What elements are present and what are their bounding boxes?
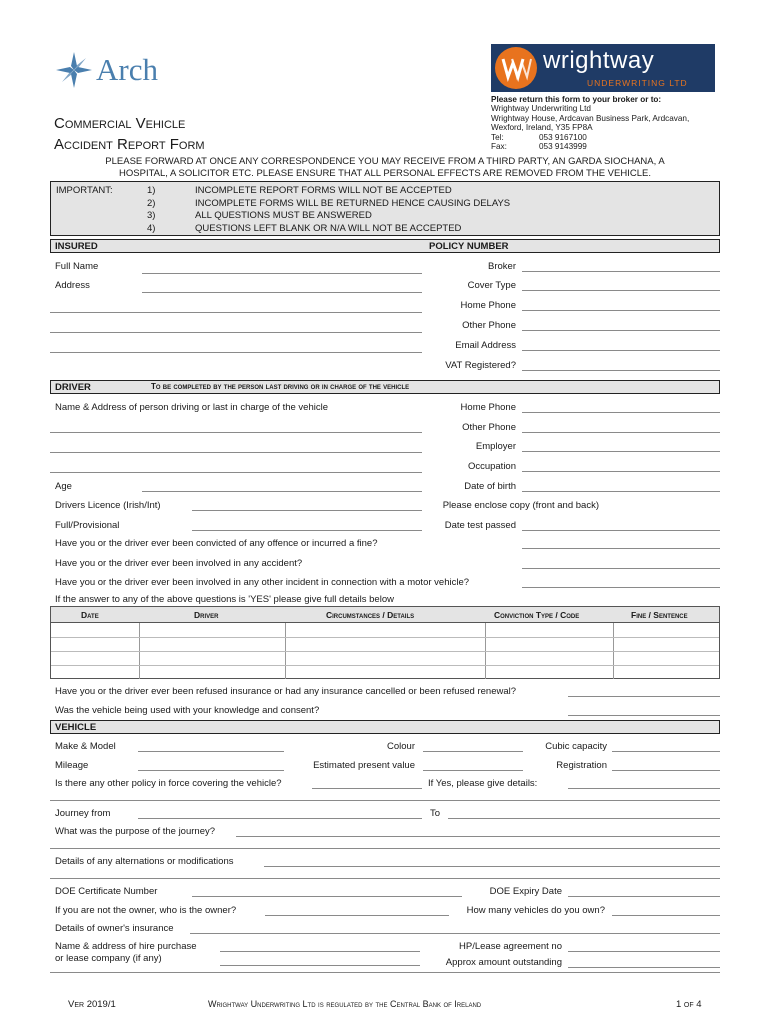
hire-field-2[interactable] bbox=[220, 965, 420, 966]
make-model-field[interactable] bbox=[138, 751, 284, 752]
email-field[interactable] bbox=[522, 350, 720, 351]
licence-field[interactable] bbox=[192, 510, 422, 511]
approx-field[interactable] bbox=[568, 967, 720, 968]
mileage-field[interactable] bbox=[138, 770, 284, 771]
important-num-4: 4) bbox=[147, 222, 156, 234]
footer-regulated: Wrightway Underwriting Ltd is regulated by the Central Bank of Ireland bbox=[208, 999, 482, 1009]
address-field-2[interactable] bbox=[50, 312, 422, 313]
driver-heading: DRIVER bbox=[55, 382, 91, 393]
to-field[interactable] bbox=[448, 818, 720, 819]
employer-label: Employer bbox=[475, 441, 516, 452]
vehicle-header bbox=[50, 720, 720, 734]
how-many-field[interactable] bbox=[612, 915, 720, 916]
wrightway-logo-text: wrightway bbox=[543, 47, 655, 74]
doe-cert-label: DOE Certificate Number bbox=[55, 886, 158, 897]
conviction-table bbox=[50, 606, 720, 679]
policy-number-heading: POLICY NUMBER bbox=[429, 241, 509, 252]
age-field[interactable] bbox=[142, 491, 422, 492]
alterations-label: Details of any alternations or modifications bbox=[55, 856, 234, 867]
col-date: Date bbox=[81, 610, 99, 620]
purpose-label: What was the purpose of the journey? bbox=[55, 826, 216, 837]
dob-field[interactable] bbox=[522, 491, 720, 492]
important-item-2: INCOMPLETE FORMS WILL BE RETURNED HENCE CAUSING DELAYS bbox=[195, 197, 511, 209]
enclose-label: Please enclose copy (front and back) bbox=[442, 500, 599, 511]
title-line-1: Commercial Vehicle bbox=[54, 115, 186, 132]
driver-subheading: To be completed by the person last driving or in charge of the vehicle bbox=[151, 382, 410, 391]
q-consent-field[interactable] bbox=[568, 715, 720, 716]
important-item-1: INCOMPLETE REPORT FORMS WILL NOT BE ACCEPTED bbox=[195, 185, 452, 196]
footer-page: 1 of 4 bbox=[676, 999, 702, 1010]
other-policy-field[interactable] bbox=[312, 788, 422, 789]
full-name-label: Full Name bbox=[55, 261, 99, 272]
approx-label: Approx amount outstanding bbox=[445, 957, 562, 968]
driver-address-field-1[interactable] bbox=[50, 432, 422, 433]
driver-home-phone-label: Home Phone bbox=[460, 402, 516, 413]
form-title bbox=[54, 113, 205, 155]
driver-other-phone-label: Other Phone bbox=[462, 422, 516, 433]
important-num-2: 2) bbox=[147, 197, 156, 209]
age-label: Age bbox=[55, 481, 72, 492]
purpose-field-2[interactable] bbox=[50, 848, 720, 849]
vehicle-heading: VEHICLE bbox=[55, 722, 97, 733]
journey-from-field[interactable] bbox=[138, 818, 422, 819]
occupation-field[interactable] bbox=[522, 471, 720, 472]
registration-field[interactable] bbox=[612, 770, 720, 771]
insured-heading: INSURED bbox=[55, 241, 98, 252]
owner-insurance-field[interactable] bbox=[190, 933, 720, 934]
q-convicted-label: Have you or the driver ever been convicted of any offence or incurred a fine? bbox=[55, 538, 378, 549]
dob-label: Date of birth bbox=[464, 481, 516, 492]
doe-cert-field[interactable] bbox=[192, 896, 462, 897]
q-refused-label: Have you or the driver ever been refused insurance or had any insurance cancelled or been refused renewal? bbox=[55, 686, 517, 697]
vat-label: VAT Registered? bbox=[445, 360, 516, 371]
alterations-field-2[interactable] bbox=[50, 878, 720, 879]
return-address-2: Wexford, Ireland, Y35 FP8A bbox=[491, 123, 593, 133]
arch-star-icon bbox=[54, 50, 94, 90]
wrightway-logo bbox=[491, 44, 715, 92]
driver-other-phone-field[interactable] bbox=[522, 432, 720, 433]
important-num-1: 1) bbox=[147, 185, 156, 196]
col-conviction: Conviction Type / Code bbox=[494, 610, 580, 620]
wrightway-ww-icon bbox=[495, 47, 537, 89]
value-field[interactable] bbox=[423, 770, 523, 771]
q-yes-label: If the answer to any of the above questions is 'YES' please give full details below bbox=[55, 594, 394, 605]
full-prov-label: Full/Provisional bbox=[55, 520, 120, 531]
email-label: Email Address bbox=[455, 340, 516, 351]
important-box bbox=[50, 181, 720, 236]
arch-logo bbox=[54, 50, 184, 92]
important-label: IMPORTANT: bbox=[56, 185, 113, 196]
notice-text bbox=[50, 156, 720, 179]
address-field-1[interactable] bbox=[142, 292, 422, 293]
owner-label: If you are not the owner, who is the owner? bbox=[55, 905, 237, 916]
conviction-table-header bbox=[51, 607, 719, 623]
licence-label: Drivers Licence (Irish/Int) bbox=[55, 500, 161, 511]
important-num-3: 3) bbox=[147, 210, 156, 221]
q-consent-label: Was the vehicle being used with your knowledge and consent? bbox=[55, 705, 320, 716]
broker-label: Broker bbox=[488, 261, 516, 272]
cover-type-label: Cover Type bbox=[467, 280, 516, 291]
footer-version: Ver 2019/1 bbox=[68, 999, 116, 1010]
col-circumstances: Circumstances / Details bbox=[326, 610, 415, 620]
alterations-field[interactable] bbox=[264, 866, 720, 867]
q-incident-field[interactable] bbox=[522, 587, 720, 588]
value-label: Estimated present value bbox=[313, 760, 415, 771]
if-yes-label: If Yes, please give details: bbox=[428, 778, 538, 789]
return-company: Wrightway Underwriting Ltd bbox=[491, 104, 591, 114]
return-title: Please return this form to your broker or to: bbox=[491, 95, 662, 104]
full-prov-field[interactable] bbox=[192, 530, 422, 531]
tel-label: Tel: bbox=[491, 132, 504, 142]
table-row[interactable] bbox=[51, 665, 719, 666]
section-end-line bbox=[50, 972, 720, 973]
employer-field[interactable] bbox=[522, 451, 720, 452]
vat-field[interactable] bbox=[522, 370, 720, 371]
important-item-3: ALL QUESTIONS MUST BE ANSWERED bbox=[195, 210, 372, 221]
table-row[interactable] bbox=[51, 651, 719, 652]
mileage-label: Mileage bbox=[55, 760, 89, 771]
colour-field[interactable] bbox=[423, 751, 523, 752]
cubic-label: Cubic capacity bbox=[545, 741, 607, 752]
if-yes-field-2[interactable] bbox=[50, 800, 720, 801]
if-yes-field[interactable] bbox=[568, 788, 720, 789]
purpose-field[interactable] bbox=[236, 836, 720, 837]
doe-expiry-field[interactable] bbox=[568, 896, 720, 897]
home-phone-field[interactable] bbox=[522, 310, 720, 311]
q-accident-field[interactable] bbox=[522, 568, 720, 569]
hire-label-1: Name & address of hire purchase bbox=[55, 941, 197, 952]
doe-expiry-label: DOE Expiry Date bbox=[489, 886, 562, 897]
title-line-2: Accident Report Form bbox=[54, 136, 205, 153]
return-address bbox=[491, 95, 689, 151]
q-incident-label: Have you or the driver ever been involved in any other incident in connection with a motor vehicle? bbox=[55, 577, 470, 588]
arch-logo-text: Arch bbox=[96, 52, 158, 87]
q-convicted-field[interactable] bbox=[522, 548, 720, 549]
test-passed-field[interactable] bbox=[522, 530, 720, 531]
important-item-4: QUESTIONS LEFT BLANK OR N/A WILL NOT BE ACCEPTED bbox=[195, 222, 462, 234]
driver-header bbox=[50, 380, 720, 394]
name-address-label: Name & Address of person driving or last in charge of the vehicle bbox=[55, 402, 329, 413]
other-phone-label: Other Phone bbox=[462, 320, 516, 331]
broker-field[interactable] bbox=[522, 271, 720, 272]
owner-insurance-label: Details of owner's insurance bbox=[55, 923, 174, 934]
fax-label: Fax: bbox=[491, 142, 507, 152]
cover-type-field[interactable] bbox=[522, 290, 720, 291]
driver-address-field-2[interactable] bbox=[50, 452, 422, 453]
cubic-field[interactable] bbox=[612, 751, 720, 752]
registration-label: Registration bbox=[556, 760, 607, 771]
q-accident-label: Have you or the driver ever been involved in any accident? bbox=[55, 558, 303, 569]
how-many-label: How many vehicles do you own? bbox=[466, 905, 605, 916]
hire-field-1[interactable] bbox=[220, 951, 420, 952]
insured-header bbox=[50, 239, 720, 253]
colour-label: Colour bbox=[387, 741, 415, 752]
hp-lease-field[interactable] bbox=[568, 951, 720, 952]
notice-line-2: HOSPITAL, A SOLICITOR ETC. PLEASE ENSURE THAT ALL PERSONAL EFFECTS ARE REMOVED FROM THE VEHICLE. bbox=[119, 167, 651, 179]
occupation-label: Occupation bbox=[467, 461, 516, 472]
journey-from-label: Journey from bbox=[55, 808, 111, 819]
address-field-4[interactable] bbox=[50, 352, 422, 353]
owner-field[interactable] bbox=[265, 915, 449, 916]
hp-lease-label: HP/Lease agreement no bbox=[459, 941, 562, 952]
test-passed-label: Date test passed bbox=[444, 520, 516, 531]
fax-value: 053 9143999 bbox=[539, 142, 587, 152]
home-phone-label: Home Phone bbox=[460, 300, 516, 311]
other-policy-label: Is there any other policy in force covering the vehicle? bbox=[55, 778, 282, 789]
driver-address-field-3[interactable] bbox=[50, 472, 422, 473]
col-fine: Fine / Sentence bbox=[631, 610, 688, 620]
col-driver: Driver bbox=[194, 610, 219, 620]
address-label: Address bbox=[55, 280, 90, 291]
table-row[interactable] bbox=[51, 637, 719, 638]
make-model-label: Make & Model bbox=[55, 741, 116, 752]
q-refused-field[interactable] bbox=[568, 696, 720, 697]
return-address-1: Wrightway House, Ardcavan Business Park, Ardcavan, bbox=[491, 113, 690, 123]
tel-value: 053 9167100 bbox=[539, 132, 587, 142]
driver-home-phone-field[interactable] bbox=[522, 412, 720, 413]
address-field-3[interactable] bbox=[50, 332, 422, 333]
notice-line-1: PLEASE FORWARD AT ONCE ANY CORRESPONDENCE YOU MAY RECEIVE FROM A THIRD PARTY, AN GARDA SIOCHANA, A bbox=[105, 156, 665, 167]
full-name-field[interactable] bbox=[142, 273, 422, 274]
hire-label-2: or lease company (if any) bbox=[55, 953, 162, 964]
other-phone-field[interactable] bbox=[522, 330, 720, 331]
wrightway-logo-sub: UNDERWRITING LTD bbox=[587, 78, 688, 88]
to-label: To bbox=[430, 808, 441, 819]
